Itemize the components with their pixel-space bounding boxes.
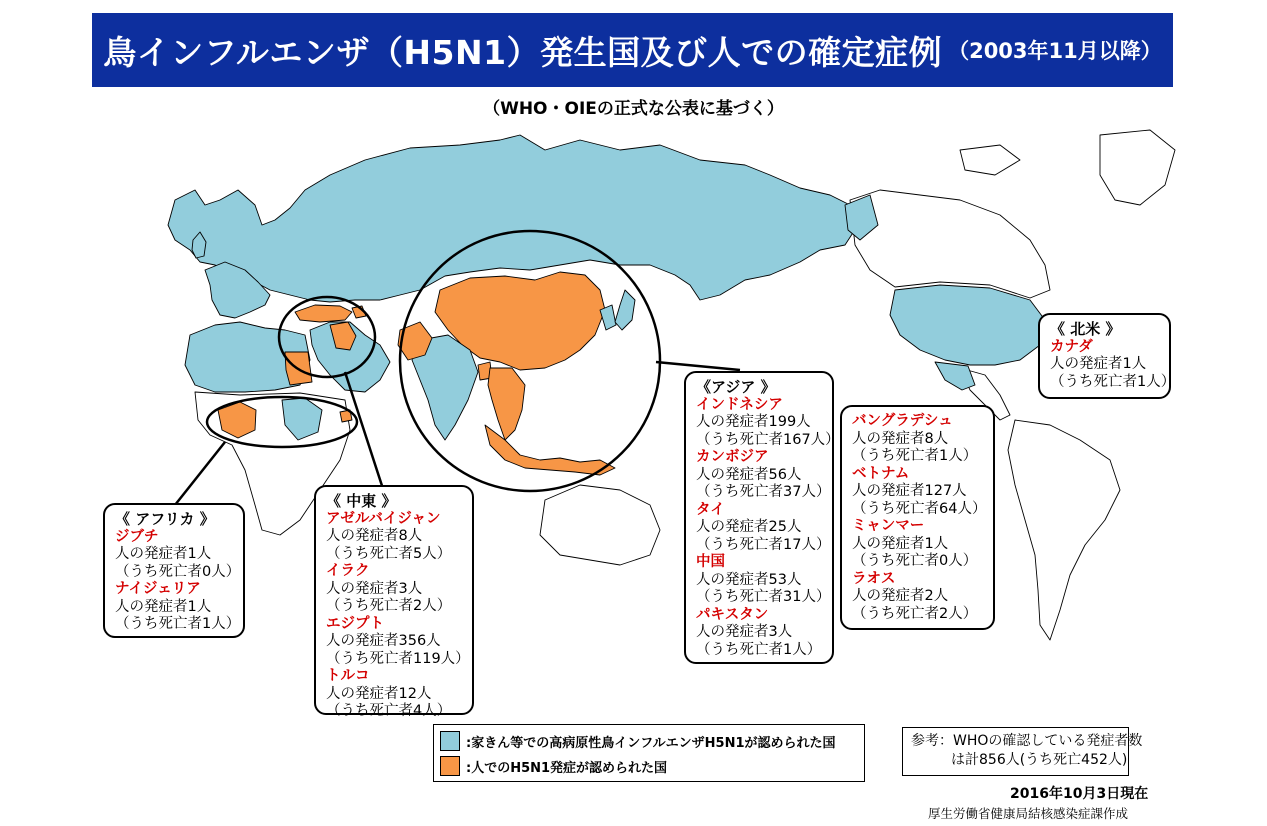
cases-count: 人の発症者12人 [326, 685, 432, 702]
deaths-count: （うち死亡者1人） [1050, 373, 1176, 390]
country-name: タイ [696, 501, 725, 518]
deaths-count: （うち死亡者2人） [852, 605, 978, 622]
cases-count: 人の発症者8人 [852, 430, 949, 447]
country-name: トルコ [326, 668, 370, 684]
south-america-land [1008, 420, 1120, 640]
cases-count: 人の発症者199人 [696, 414, 811, 430]
region-header: 《 北米 》 [1050, 320, 1121, 338]
deaths-count: （うち死亡者1人） [115, 616, 241, 632]
greenland-land [1100, 130, 1175, 205]
page-subtitle: （WHO・OIEの正式な公表に基づく） [483, 99, 784, 119]
region-header: 《アジア 》 [696, 378, 776, 396]
country-name: カンボジア [696, 449, 769, 465]
reference-line-2: は計856人(うち死亡452人) [951, 752, 1128, 768]
asia-leader-line [656, 362, 740, 370]
country-name: アゼルバイジャン [326, 510, 441, 527]
legend-label-birds: :家きん等での高病原性鳥インフルエンザH5N1が認められた国 [466, 735, 836, 751]
arctic-islands [960, 145, 1020, 175]
country-name: ジブチ [115, 528, 159, 545]
country-name: イラク [326, 563, 370, 579]
author-credit: 厚生労働省健康局結核感染症課作成 [928, 806, 1129, 821]
reference-line-1: 参考：WHOの確認している発症者数 [911, 733, 1143, 749]
deaths-count: （うち死亡者2人） [326, 598, 452, 614]
asia-box [684, 371, 840, 664]
country-name: ミャンマー [852, 518, 925, 534]
legend-swatch-orange [440, 756, 460, 776]
legend-item-humans [440, 756, 667, 776]
country-name: ナイジェリア [115, 581, 201, 597]
country-name: 中国 [696, 554, 725, 570]
cases-count: 人の発症者25人 [696, 519, 802, 535]
country-name: ベトナム [852, 465, 910, 482]
country-name: エジプト [326, 615, 384, 632]
deaths-count: （うち死亡者1人） [852, 448, 978, 464]
southeast-asia-land [488, 368, 525, 440]
cases-count: 人の発症者1人 [115, 598, 212, 615]
korea-land [600, 305, 616, 330]
legend-item-birds [440, 731, 836, 751]
cases-count: 人の発症者2人 [852, 588, 949, 604]
region-header: 《 中東 》 [326, 492, 397, 510]
deaths-count: （うち死亡者17人） [696, 536, 831, 553]
asia-box-2 [840, 405, 995, 630]
cases-count: 人の発症者53人 [696, 571, 802, 588]
page-title-period: （2003年11月以降） [948, 39, 1162, 63]
deaths-count: （うち死亡者5人） [326, 545, 452, 562]
north-america-box [1038, 313, 1176, 399]
deaths-count: （うち死亡者64人） [852, 500, 987, 517]
deaths-count: （うち死亡者0人） [852, 553, 978, 569]
region-header: 《 アフリカ 》 [115, 510, 215, 528]
deaths-count: （うち死亡者1人） [696, 641, 822, 658]
turkey-land [295, 305, 352, 322]
reference-note [902, 727, 1143, 776]
country-name: ラオス [852, 570, 896, 587]
cases-count: 人の発症者127人 [852, 483, 967, 499]
africa-box [103, 503, 245, 638]
deaths-count: （うち死亡者37人） [696, 484, 831, 500]
country-name: バングラデシュ [852, 413, 953, 429]
usa-land [890, 285, 1045, 365]
africa-leader-line [175, 442, 225, 505]
country-name: インドネシア [696, 396, 783, 413]
japan-land [615, 290, 635, 330]
middle-east-box [314, 485, 474, 719]
deaths-count: （うち死亡者31人） [696, 589, 831, 605]
as-of-date: 2016年10月3日現在 [1010, 786, 1149, 802]
country-name: パキスタン [696, 606, 769, 623]
cases-count: 人の発症者1人 [115, 546, 212, 562]
cases-count: 人の発症者3人 [326, 580, 423, 597]
cases-count: 人の発症者1人 [852, 535, 949, 552]
deaths-count: （うち死亡者4人） [326, 703, 452, 719]
cases-count: 人の発症者1人 [1050, 356, 1147, 372]
page-title: 鳥インフルエンザ（H5N1）発生国及び人での確定症例 [103, 32, 943, 72]
cases-count: 人の発症者56人 [696, 466, 802, 483]
legend-label-humans: :人でのH5N1発症が認められた国 [466, 760, 668, 776]
cases-count: 人の発症者356人 [326, 633, 441, 649]
legend-swatch-blue [440, 731, 460, 751]
cases-count: 人の発症者8人 [326, 528, 423, 544]
cases-count: 人の発症者3人 [696, 624, 793, 640]
mexico-land [935, 362, 975, 390]
deaths-count: （うち死亡者119人） [326, 650, 470, 667]
deaths-count: （うち死亡者167人） [696, 431, 840, 448]
deaths-count: （うち死亡者0人） [115, 563, 241, 580]
australia-land [540, 485, 660, 565]
map-legend [433, 724, 865, 782]
canada-land [850, 190, 1050, 298]
country-name: カナダ [1050, 338, 1093, 355]
